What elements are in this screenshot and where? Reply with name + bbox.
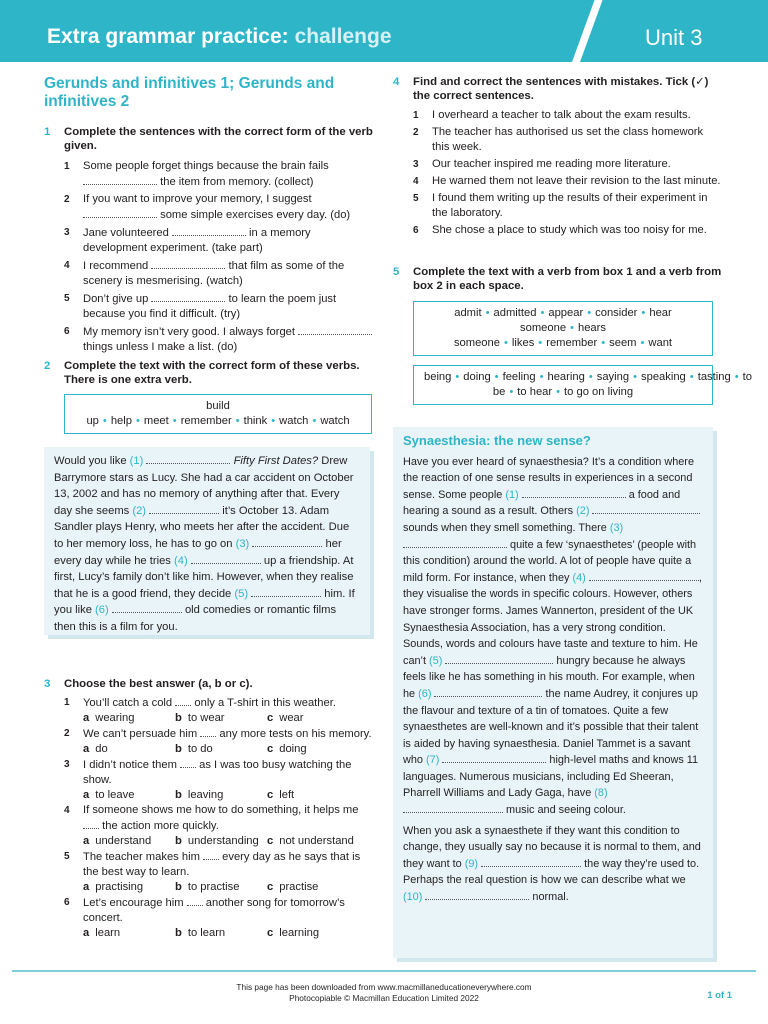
- word-option: want: [648, 337, 673, 349]
- answer-options: [83, 834, 374, 849]
- text-segment: Would you like: [54, 455, 130, 467]
- option-text: wearing: [95, 712, 135, 724]
- separator-dot: •: [540, 307, 545, 319]
- item-number: 6: [64, 326, 70, 337]
- question-text: [83, 849, 374, 880]
- answer-gap[interactable]: [112, 602, 182, 613]
- text-segment: Drew Barrymore stars as Lucy. She had a car accident on October 13, 2002 and has no memory of anything after that. Every day she seems: [54, 455, 354, 517]
- question-text: [83, 757, 374, 788]
- item-number: 4: [413, 176, 419, 187]
- answer-gap[interactable]: [146, 453, 230, 464]
- answer-option[interactable]: [175, 926, 267, 941]
- question-end: another song for tomorrow’s concert.: [83, 897, 345, 924]
- gap-number: (5): [234, 587, 249, 600]
- item-number: 3: [413, 159, 419, 170]
- sentence-item: [64, 258, 374, 289]
- page-number: 1 of 1: [707, 990, 732, 1001]
- sentence-item: [64, 225, 374, 256]
- answer-option[interactable]: [83, 788, 175, 803]
- separator-dot: •: [734, 371, 739, 383]
- question-start: We can’t persuade him: [83, 728, 201, 740]
- option-text: leaving: [187, 789, 224, 801]
- sentence-text: [83, 159, 374, 190]
- answer-option[interactable]: [267, 834, 359, 849]
- word-option: doing: [463, 371, 491, 383]
- sentence-text: The teacher has authorised us set the class homework this week.: [432, 126, 704, 153]
- item-number: 2: [64, 194, 70, 205]
- banner-divider: [572, 0, 603, 62]
- sentence-item: [64, 192, 374, 223]
- answer-gap[interactable]: [589, 570, 699, 581]
- separator-dot: •: [509, 386, 514, 398]
- separator-dot: •: [271, 415, 276, 427]
- separator-dot: •: [172, 415, 177, 427]
- option-text: practising: [95, 881, 144, 893]
- text-segment: , they visualise the words in specific colours. However, others have stronger forms. James Wannerton, president of the UK Synaesthesia Association, has a very strong condition. Sounds, words and colours have taste and texture to him. He can’t: [403, 571, 702, 667]
- answer-options: [83, 926, 374, 941]
- text-segment: quite a few ‘synaesthetes’ (people with this condition) around the world. A lot of people have quite a mild form. For instance, when they: [403, 538, 697, 584]
- word-option: being: [424, 371, 452, 383]
- separator-dot: •: [455, 371, 460, 383]
- item-number: 5: [64, 293, 70, 304]
- answer-option[interactable]: [267, 880, 359, 895]
- word-option: meet: [143, 415, 169, 427]
- option-letter: a: [83, 743, 90, 755]
- question-item: [64, 695, 374, 726]
- answer-option[interactable]: [175, 834, 267, 849]
- question-start: If someone shows me how to do something, it helps me: [83, 804, 359, 816]
- page-title: Extra grammar practice: challenge: [47, 25, 392, 48]
- answer-gap[interactable]: [172, 225, 246, 236]
- reading-paragraph-2: [403, 823, 703, 906]
- word-option: appear: [548, 307, 584, 319]
- word-option: consider: [595, 307, 638, 319]
- sentence-end: that film as some of the scenery is mesmerising. (watch): [83, 260, 345, 287]
- word-option: to be: [492, 371, 752, 398]
- option-letter: c: [267, 881, 274, 893]
- question-text: [83, 695, 374, 711]
- gap-number: (6): [418, 687, 432, 700]
- copyright-note: Photocopiable © Macmillan Education Limited 2022: [289, 993, 479, 1003]
- option-letter: c: [267, 712, 274, 724]
- item-number: 4: [64, 805, 70, 816]
- item-number: 5: [64, 851, 70, 862]
- separator-dot: •: [503, 337, 508, 349]
- exercise-1: [44, 125, 374, 357]
- word-option: admitted: [493, 307, 537, 319]
- answer-options: [83, 742, 374, 757]
- option-text: learn: [95, 927, 121, 939]
- word-option: tasting: [697, 371, 731, 383]
- word-option: hear someone: [520, 307, 672, 334]
- footer-text: [0, 982, 768, 1004]
- footer-rule: [12, 970, 756, 972]
- item-number: 6: [413, 225, 419, 236]
- text-segment: old comedies or romantic films then this is a film for you.: [54, 604, 337, 633]
- reading-paragraph-1: [403, 454, 703, 819]
- separator-dot: •: [494, 371, 499, 383]
- sentence-text: Our teacher inspired me reading more literature.: [432, 158, 671, 170]
- sentence-text: He warned them not leave their revision to the last minute.: [432, 175, 721, 187]
- word-option: speaking: [641, 371, 686, 383]
- question-item: [64, 726, 374, 757]
- film-title: Fifty First Dates?: [233, 455, 319, 467]
- answer-gap[interactable]: [592, 503, 700, 514]
- question-start: Let’s encourage him: [83, 897, 187, 909]
- gap-number: (5): [429, 654, 443, 667]
- separator-dot: •: [235, 415, 240, 427]
- gap-number: (2): [576, 505, 590, 518]
- answer-gap[interactable]: [175, 695, 191, 706]
- separator-dot: •: [588, 371, 593, 383]
- exercise-instruction: Find and correct the sentences with mistakes. Tick (✓) the correct sentences.: [413, 76, 709, 102]
- question-item: [64, 757, 374, 803]
- answer-gap[interactable]: [203, 849, 219, 860]
- item-number: 1: [64, 161, 70, 172]
- gap-number: (8): [594, 787, 608, 800]
- answer-gap[interactable]: [403, 802, 503, 813]
- sentence-end: the item from memory. (collect): [157, 176, 314, 188]
- sentence-text: I found them writing up the results of their experiment in the laboratory.: [432, 192, 708, 219]
- item-number: 1: [413, 110, 419, 121]
- option-text: to learn: [187, 927, 226, 939]
- option-letter: b: [175, 789, 182, 801]
- separator-dot: •: [640, 337, 645, 349]
- sentence-item: [413, 125, 723, 155]
- option-text: learning: [279, 927, 320, 939]
- exercise-4: [393, 75, 723, 240]
- word-box-1: [413, 301, 713, 356]
- option-text: do: [95, 743, 108, 755]
- word-option: remember: [546, 337, 598, 349]
- answer-gap[interactable]: [522, 487, 626, 498]
- question-text: [83, 726, 374, 742]
- sentence-item: [413, 157, 723, 172]
- answer-option[interactable]: [175, 711, 267, 726]
- left-column: [44, 75, 374, 939]
- gap-number: (2): [132, 504, 147, 517]
- sentence-end: some simple exercises every day. (do): [157, 209, 351, 221]
- film-text: [44, 447, 370, 635]
- item-number: 1: [64, 697, 70, 708]
- text-segment: her every day while he tries: [54, 537, 342, 567]
- sentence-item: [413, 108, 723, 123]
- answer-option[interactable]: [83, 880, 175, 895]
- option-letter: c: [267, 835, 274, 847]
- option-text: to do: [187, 743, 213, 755]
- separator-dot: •: [587, 307, 592, 319]
- text-segment: the name Audrey, it conjures up the flavour and texture of a tin of tomatoes. Quite a few synaesthetes are well-known and it’s possible that their talent is aided by having synaesthesia. Daniel Tammet is a savant who: [403, 687, 699, 767]
- item-number: 5: [413, 193, 419, 204]
- answer-gap[interactable]: [187, 895, 203, 906]
- word-box: [64, 394, 372, 434]
- question-end: any more tests on his memory.: [216, 728, 372, 740]
- exercise-instruction: Complete the sentences with the correct form of the verb given.: [64, 126, 373, 152]
- exercise-instruction: Complete the text with a verb from box 1 and a verb from box 2 in each space.: [413, 266, 722, 292]
- sentence-item: [64, 159, 374, 190]
- answer-gap[interactable]: [180, 757, 196, 768]
- separator-dot: •: [102, 415, 107, 427]
- option-letter: a: [83, 927, 90, 939]
- reading-title: Synaesthesia: the new sense?: [403, 433, 591, 448]
- question-end: only a T-shirt in this weather.: [191, 697, 336, 709]
- text-segment: sounds when they smell something. There: [403, 521, 610, 534]
- gap-number: (6): [95, 604, 109, 617]
- answer-options: [83, 788, 374, 803]
- sentence-text: [83, 225, 374, 256]
- exercise-number: 4: [393, 76, 400, 88]
- option-letter: c: [267, 789, 274, 801]
- question-item: [64, 849, 374, 895]
- option-text: to practise: [187, 881, 240, 893]
- separator-dot: •: [570, 322, 574, 334]
- word-option: to hear: [517, 386, 553, 398]
- option-text: understand: [95, 835, 152, 847]
- separator-dot: •: [539, 371, 544, 383]
- word-option: watch: [320, 415, 350, 427]
- word-option: saying: [596, 371, 630, 383]
- option-letter: b: [175, 712, 182, 724]
- answer-gap[interactable]: [442, 752, 546, 763]
- answer-gap[interactable]: [445, 653, 553, 664]
- sentence-text: [83, 291, 374, 322]
- sentence-text: She chose a place to study which was too noisy for me.: [432, 224, 707, 236]
- text-segment: Have you ever heard of synaesthesia? It’s a condition where the reaction of one sense results in experiences in a second sense. Some people: [403, 455, 694, 501]
- separator-dot: •: [556, 386, 561, 398]
- answer-gap[interactable]: [83, 207, 157, 218]
- answer-gap[interactable]: [151, 258, 225, 269]
- sentence-start: I recommend: [83, 260, 152, 272]
- sentence-end: in a memory development experiment. (take part): [83, 227, 311, 254]
- separator-dot: •: [485, 307, 490, 319]
- download-note: This page has been downloaded from www.macmillaneducationeverywhere.com: [236, 982, 532, 992]
- answer-gap[interactable]: [151, 291, 225, 302]
- word-option: feeling: [502, 371, 536, 383]
- answer-gap[interactable]: [251, 586, 321, 597]
- item-number: 3: [64, 759, 70, 770]
- word-option: build up: [86, 400, 230, 427]
- exercise-instruction: Complete the text with the correct form of these verbs. There is one extra verb.: [64, 360, 360, 386]
- item-number: 2: [413, 127, 419, 138]
- gap-number: (4): [572, 571, 586, 584]
- sentence-start: Jane volunteered: [83, 227, 172, 239]
- word-option: to go on living: [564, 386, 634, 398]
- section-title: Gerunds and infinitives 1; Gerunds and infinitives 2: [44, 75, 335, 110]
- sentence-text: [83, 192, 374, 223]
- sentence-end: things unless I make a list. (do): [83, 341, 238, 353]
- gap-number: (1): [129, 455, 144, 467]
- question-start: The teacher makes him: [83, 851, 204, 863]
- exercise-number: 2: [44, 360, 51, 372]
- gap-number: (10): [403, 891, 423, 904]
- word-option: seem: [609, 337, 637, 349]
- option-letter: a: [83, 712, 90, 724]
- answer-gap[interactable]: [149, 503, 219, 514]
- word-option: hearing: [547, 371, 585, 383]
- option-letter: b: [175, 881, 182, 893]
- word-option: watch: [279, 415, 309, 427]
- sentence-start: If you want to improve your memory, I suggest: [83, 193, 312, 205]
- sentence-start: Some people forget things because the brain fails: [83, 160, 329, 172]
- sentence-text: [83, 324, 374, 355]
- question-text: [83, 803, 374, 834]
- separator-dot: •: [538, 337, 543, 349]
- item-number: 3: [64, 227, 70, 238]
- item-number: 4: [64, 260, 70, 271]
- separator-dot: •: [689, 371, 694, 383]
- answer-option[interactable]: [83, 742, 175, 757]
- text-segment: up a friendship. At first, Lucy’s family don’t like him. However, when they realise that he is a good friend, they decide: [54, 554, 354, 600]
- answer-options: [83, 711, 374, 726]
- answer-option[interactable]: [267, 742, 359, 757]
- question-item: [64, 895, 374, 941]
- unit-label: Unit 3: [645, 25, 703, 50]
- word-option: hears someone: [453, 322, 606, 349]
- word-option: admit: [454, 307, 482, 319]
- sentence-text: I overheard a teacher to talk about the exam results.: [432, 109, 691, 121]
- text-segment: him. If you like: [54, 587, 355, 617]
- separator-dot: •: [312, 415, 317, 427]
- answer-gap[interactable]: [83, 818, 99, 829]
- option-letter: c: [267, 743, 274, 755]
- question-start: I didn’t notice them: [83, 759, 181, 771]
- exercise-number: 1: [44, 126, 51, 138]
- answer-option[interactable]: [83, 834, 175, 849]
- text-segment: a food and hearing a sound as a result. Others: [403, 488, 681, 518]
- option-text: practise: [279, 881, 319, 893]
- separator-dot: •: [601, 337, 606, 349]
- sentence-item: [64, 324, 374, 355]
- answer-option[interactable]: [175, 788, 267, 803]
- item-number: 2: [64, 728, 70, 739]
- answer-option[interactable]: [267, 926, 359, 941]
- answer-option[interactable]: [83, 926, 175, 941]
- word-box-2: [413, 365, 752, 405]
- answer-option[interactable]: [175, 880, 267, 895]
- option-letter: a: [83, 881, 90, 893]
- question-end: every day as he says that is the best way to learn.: [83, 851, 361, 878]
- sentence-item: [413, 174, 723, 189]
- item-number: 6: [64, 897, 70, 908]
- sentence-item: [64, 291, 374, 322]
- exercise-3: [44, 677, 374, 941]
- answer-options: [83, 880, 374, 895]
- answer-option[interactable]: [83, 711, 175, 726]
- option-letter: b: [175, 743, 182, 755]
- option-text: doing: [279, 743, 307, 755]
- gap-number: (7): [426, 754, 440, 767]
- question-start: You’ll catch a cold: [83, 697, 176, 709]
- exercise-number: 3: [44, 678, 51, 690]
- option-text: understanding: [187, 835, 259, 847]
- answer-gap[interactable]: [298, 324, 372, 335]
- separator-dot: •: [641, 307, 646, 319]
- option-letter: a: [83, 835, 90, 847]
- question-text: [83, 895, 374, 926]
- word-option: likes: [511, 337, 535, 349]
- answer-gap[interactable]: [83, 174, 157, 185]
- sentence-item: [413, 191, 723, 221]
- word-option: help: [110, 415, 132, 427]
- answer-option[interactable]: [267, 711, 359, 726]
- question-item: [64, 803, 374, 849]
- sentence-text: [83, 258, 374, 289]
- gap-number: (3): [609, 521, 624, 534]
- answer-gap[interactable]: [252, 536, 322, 547]
- reading-text: [393, 427, 713, 958]
- exercise-2: [44, 359, 374, 434]
- question-end: the action more quickly.: [99, 820, 219, 832]
- word-option: think: [243, 415, 268, 427]
- separator-dot: •: [633, 371, 637, 383]
- answer-option[interactable]: [175, 742, 267, 757]
- sentence-end: to learn the poem just because you find it difficult. (try): [83, 293, 337, 320]
- gap-number: (3): [235, 537, 250, 550]
- option-letter: c: [267, 927, 274, 939]
- option-text: left: [279, 789, 295, 801]
- option-text: to leave: [95, 789, 135, 801]
- option-text: to wear: [187, 712, 225, 724]
- sentence-item: [413, 223, 723, 238]
- text-segment: music and seeing colour.: [503, 804, 626, 817]
- answer-gap[interactable]: [200, 726, 216, 737]
- option-letter: b: [175, 835, 182, 847]
- header-banner: [0, 0, 768, 62]
- exercise-instruction: Choose the best answer (a, b or c).: [64, 678, 253, 690]
- text-segment: hungry because he always feels like he has something in his mouth. For example, when he: [403, 654, 695, 700]
- word-option: remember: [180, 415, 232, 427]
- answer-gap[interactable]: [191, 553, 261, 564]
- sentence-start: Don’t give up: [83, 293, 152, 305]
- answer-gap[interactable]: [403, 537, 507, 548]
- text-segment: high-level maths and knows 11 languages. Numerous musicians, including Ed Sheeran, Pharrell Williams and Lady Gaga, have: [403, 754, 699, 800]
- option-text: not understand: [279, 835, 354, 847]
- answer-gap[interactable]: [434, 686, 542, 697]
- gap-number: (4): [174, 554, 188, 567]
- page-subtitle: challenge: [294, 25, 392, 48]
- exercise-5: [393, 265, 752, 405]
- answer-gap[interactable]: [425, 889, 529, 900]
- text-segment: When you ask a synaesthete if they want this condition to change, they usually say no because it is normal to them, and they want to: [403, 824, 701, 870]
- question-end: as I was too busy watching the show.: [83, 759, 352, 786]
- option-letter: b: [175, 927, 182, 939]
- sentence-start: My memory isn’t very good. I always forget: [83, 326, 299, 338]
- answer-gap[interactable]: [481, 856, 581, 867]
- text-segment: the way they’re used to. Perhaps the real question is how we can describe what we: [403, 857, 700, 887]
- text-segment: it’s October 13. Adam Sandler plays Henry, who meets her after the accident. Due to her memory loss, he has to go on: [54, 504, 350, 550]
- option-letter: a: [83, 789, 90, 801]
- exercise-number: 5: [393, 266, 400, 278]
- option-text: wear: [279, 712, 304, 724]
- gap-number: (9): [464, 857, 479, 870]
- gap-number: (1): [505, 488, 519, 501]
- answer-option[interactable]: [267, 788, 359, 803]
- text-segment: normal.: [529, 891, 569, 904]
- separator-dot: •: [135, 415, 140, 427]
